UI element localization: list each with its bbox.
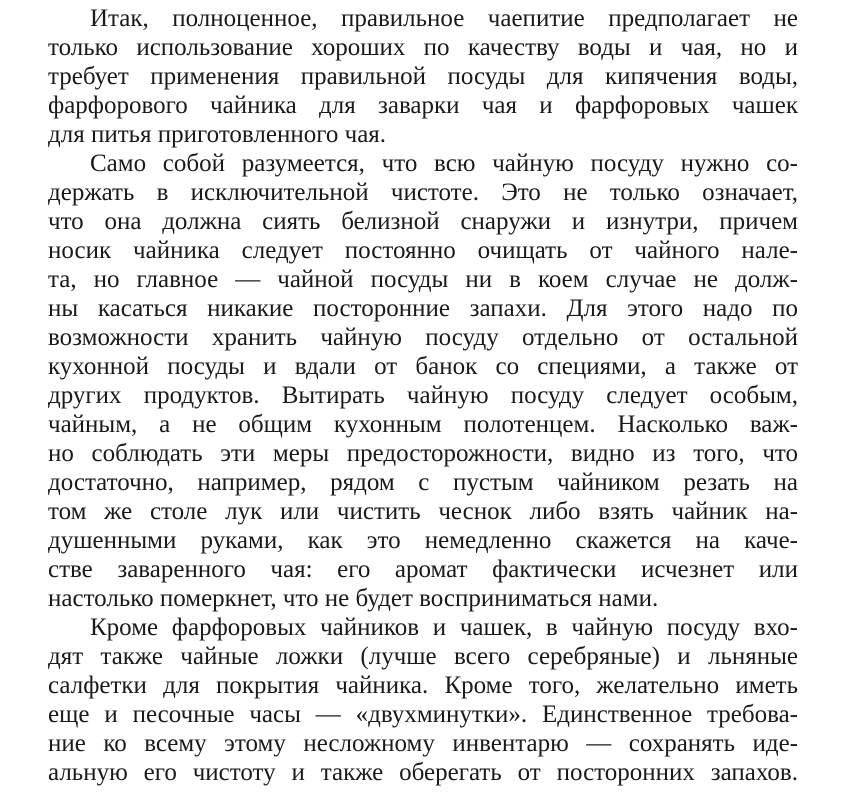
text-line: альную его чистоту и также оберегать от посторонних запахов. xyxy=(48,759,798,786)
text-line: стве заваренного чая: его аромат фактически исчезнет или xyxy=(48,556,798,583)
text-line: настолько померкнет, что не будет восприниматься нами. xyxy=(48,585,659,612)
text-line: Итак, полноценное, правильное чаепитие предполагает не xyxy=(90,5,798,32)
text-line: для питья приготовленного чая. xyxy=(48,121,387,148)
text-line: том же столе лук или чистить чеснок либо взять чайник на- xyxy=(48,498,798,525)
paragraph-2 xyxy=(48,149,798,613)
text-line: Кроме фарфоровых чайников и чашек, в чайную посуду вхо- xyxy=(90,614,798,641)
paragraph-3 xyxy=(48,613,798,787)
text-line: ние ко всему этому несложному инвентарю — сохранять иде- xyxy=(48,730,798,757)
text-line: Само собой разумеется, что всю чайную посуду нужно со- xyxy=(90,150,798,177)
text-line: еще и песочные часы — «двухминутки». Единственное требова- xyxy=(48,701,798,728)
text-line: других продуктов. Вытирать чайную посуду следует особым, xyxy=(48,382,798,409)
text-line: но соблюдать эти меры предосторожности, видно из того, что xyxy=(48,440,798,467)
text-line: чайным, а не общим кухонным полотенцем. Насколько важ- xyxy=(48,411,798,438)
text-line: только использование хороших по качеству воды и чая, но и xyxy=(48,34,798,61)
text-line: что она должна сиять белизной снаружи и изнутри, причем xyxy=(48,208,798,235)
page-text xyxy=(48,4,798,787)
text-line: держать в исключительной чистоте. Это не только означает, xyxy=(48,179,798,206)
text-line: та, но главное — чайной посуды ни в коем случае не долж- xyxy=(48,266,798,293)
text-line: ны касаться никакие посторонние запахи. Для этого надо по xyxy=(48,295,798,322)
text-line: салфетки для покрытия чайника. Кроме того, желательно иметь xyxy=(48,672,798,699)
paragraph-1 xyxy=(48,4,798,149)
text-line: душенными руками, как это немедленно скажется на каче- xyxy=(48,527,798,554)
text-line: фарфорового чайника для заварки чая и фарфоровых чашек xyxy=(48,92,798,119)
text-line: требует применения правильной посуды для кипячения воды, xyxy=(48,63,798,90)
text-line: возможности хранить чайную посуду отдельно от остальной xyxy=(48,324,798,351)
text-line: носик чайника следует постоянно очищать от чайного нале- xyxy=(48,237,798,264)
text-line: достаточно, например, рядом с пустым чайником резать на xyxy=(48,469,798,496)
text-line: кухонной посуды и вдали от банок со специями, а также от xyxy=(48,353,798,380)
text-line: дят также чайные ложки (лучше всего серебряные) и льняные xyxy=(48,643,798,670)
